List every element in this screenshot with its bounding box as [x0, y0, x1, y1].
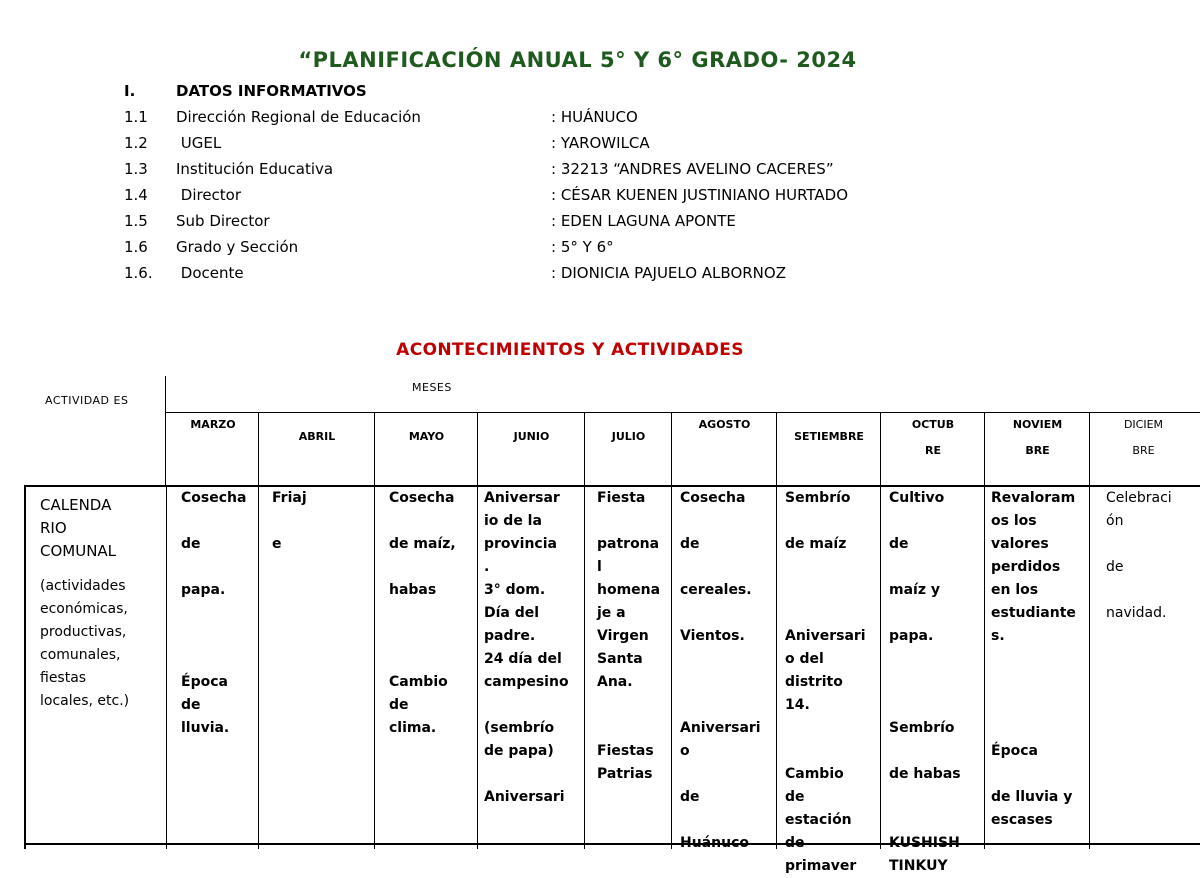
month-cell-mayo: Cosecha de maíz, habas Cambio de clima.	[389, 490, 456, 736]
info-label: Dirección Regional de Educación	[176, 108, 421, 126]
grid-line	[477, 412, 478, 485]
info-number: 1.1	[124, 108, 148, 126]
page-title: “PLANIFICACIÓN ANUAL 5° Y 6° GRADO- 2024	[298, 48, 857, 72]
grid-line	[584, 485, 585, 849]
section-title: DATOS INFORMATIVOS	[176, 82, 367, 100]
info-label: Director	[176, 186, 242, 204]
month-header: MAYO	[408, 430, 445, 443]
info-number: 1.5	[124, 212, 148, 230]
grid-line	[776, 412, 777, 485]
section-subtitle: ACONTECIMIENTOS Y ACTIVIDADES	[396, 340, 744, 360]
info-number: 1.6	[124, 238, 148, 256]
grid-line	[165, 412, 1200, 413]
grid-line	[477, 485, 478, 849]
grid-line	[374, 412, 375, 485]
month-header: JULIO	[611, 430, 646, 443]
row-sublabel: (actividades económicas, productivas, comunales, fiestas locales, etc.)	[40, 578, 130, 709]
actividades-header: ACTIVIDAD ES	[45, 394, 129, 407]
grid-line	[165, 376, 166, 485]
info-value: : YAROWILCA	[551, 134, 650, 152]
month-header: AGOSTO	[698, 418, 751, 431]
month-cell-setiembre: Sembrío de maíz Aniversari o del distrito 14. Cambio de estación de primaver	[785, 490, 866, 874]
month-cell-agosto: Cosecha de cereales. Vientos. Aniversari o de Huánuco	[680, 490, 761, 851]
grid-line	[984, 412, 985, 485]
info-number: 1.3	[124, 160, 148, 178]
info-value: : 5° Y 6°	[551, 238, 614, 256]
grid-line	[880, 412, 881, 485]
month-header: ABRIL	[298, 430, 336, 443]
info-label: Docente	[176, 264, 244, 282]
info-value: : HUÁNUCO	[551, 108, 638, 126]
month-cell-octubre: Cultivo de maíz y papa. Sembrío de habas KUSHISH TINKUY	[889, 490, 961, 874]
month-cell-junio: Aniversar io de la provincia . 3° dom. Día del padre. 24 día del campesino (sembrío de papa) Aniversari	[484, 490, 569, 805]
info-value: : 32213 “ANDRES AVELINO CACERES”	[551, 160, 834, 178]
section-number: I.	[124, 82, 136, 100]
grid-line	[166, 485, 167, 849]
month-header: JUNIO	[513, 430, 550, 443]
grid-line	[1089, 412, 1090, 485]
month-header: SETIEMBRE	[794, 430, 864, 443]
grid-line	[984, 485, 985, 849]
month-cell-diciembre: Celebraci ón de navidad.	[1106, 490, 1172, 621]
grid-line	[24, 485, 26, 849]
meses-header: MESES	[412, 381, 452, 394]
grid-line	[776, 485, 777, 849]
info-label: Institución Educativa	[176, 160, 334, 178]
month-header: NOVIEM BRE	[1012, 418, 1063, 457]
grid-line	[671, 485, 672, 849]
month-cell-abril: Friaj e	[272, 490, 307, 552]
month-cell-marzo: Cosecha de papa. Época de lluvia.	[181, 490, 247, 736]
info-value: : CÉSAR KUENEN JUSTINIANO HURTADO	[551, 186, 849, 204]
month-cell-julio: Fiesta patrona l homena je a Virgen Santa Ana. Fiestas Patrias	[597, 490, 661, 782]
info-label: UGEL	[176, 134, 222, 152]
info-number: 1.2	[124, 134, 148, 152]
month-header: OCTUB RE	[911, 418, 955, 457]
info-value: : EDEN LAGUNA APONTE	[551, 212, 736, 230]
month-header: MARZO	[190, 418, 236, 431]
info-number: 1.6.	[124, 264, 153, 282]
info-label: Sub Director	[176, 212, 270, 230]
grid-line	[258, 485, 259, 849]
month-cell-noviembre: Revaloram os los valores perdidos en los estudiante s. Época de lluvia y escases	[991, 490, 1076, 828]
row-label: CALENDA RIO COMUNAL	[40, 496, 117, 560]
grid-line	[880, 485, 881, 849]
info-number: 1.4	[124, 186, 148, 204]
grid-line	[584, 412, 585, 485]
info-label: Grado y Sección	[176, 238, 299, 256]
grid-line	[1089, 485, 1090, 849]
grid-line	[24, 843, 1200, 845]
month-header: DICIEM BRE	[1123, 418, 1164, 457]
info-value: : DIONICIA PAJUELO ALBORNOZ	[551, 264, 786, 282]
grid-line	[374, 485, 375, 849]
grid-line	[671, 412, 672, 485]
grid-line	[258, 412, 259, 485]
